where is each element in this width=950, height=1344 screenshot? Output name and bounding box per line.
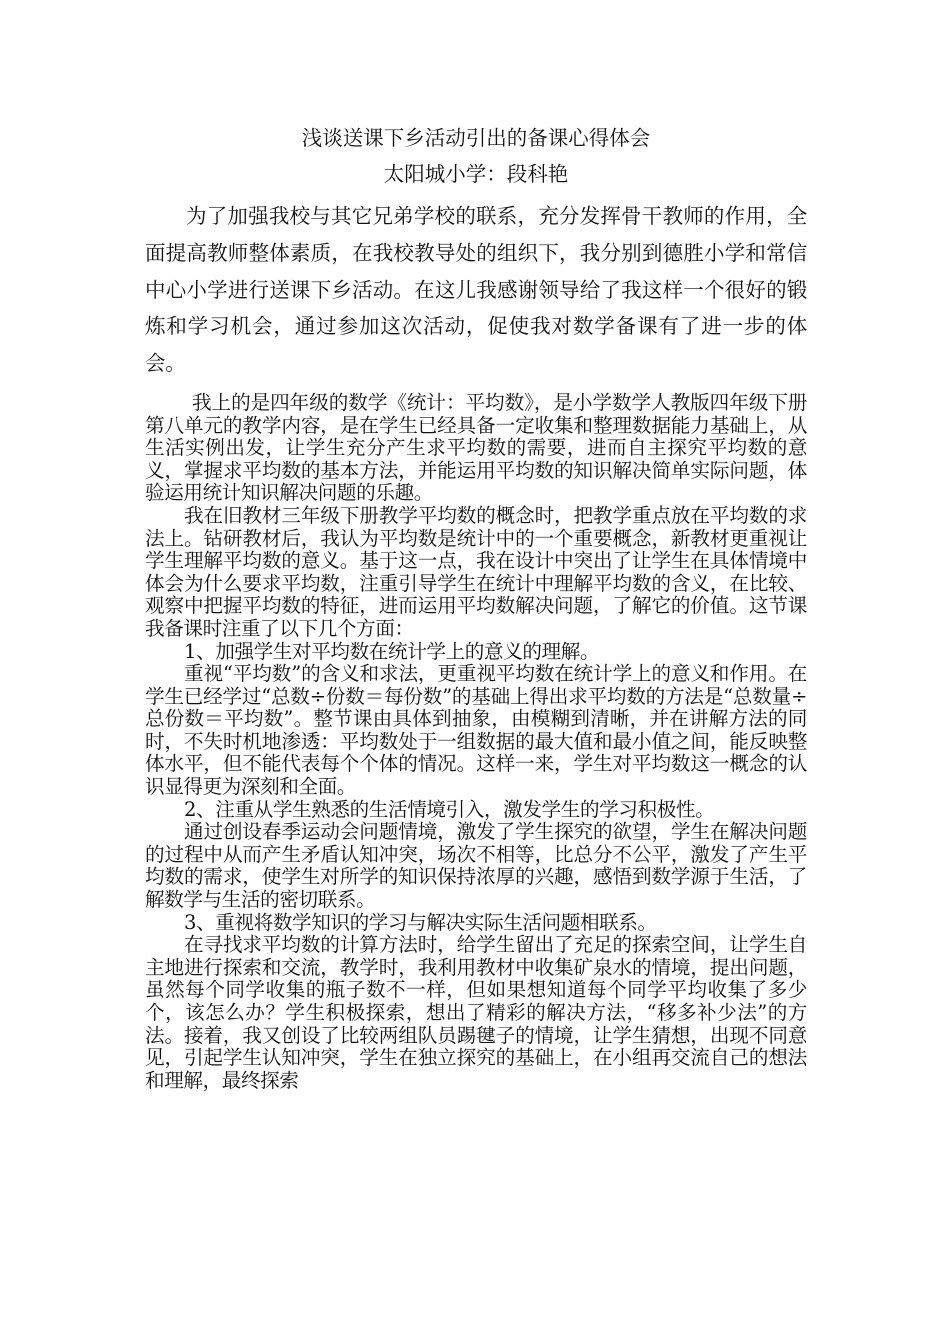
intro-paragraph: 为了加强我校与其它兄弟学校的联系，充分发挥骨干教师的作用，全面提高教师整体素质，在我校教导处的组织下，我分别到德胜小学和常信中心小学进行送课下乡活动。在这儿我感谢领导给了我这样一个很好的锻炼和学习机会，通过参加这次活动，促使我对数学备课有了进一步的体会。: [145, 204, 807, 376]
body-paragraph: 重视“平均数”的含义和求法，更重视平均数在统计学上的意义和作用。在学生已经学过“总数÷份数＝每份数”的基础上得出求平均数的方法是“总数量÷总份数＝平均数”。整节课由具体到抽象，由模糊到清晰，并在讲解方法的同时，不失时机地渗透：平均数处于一组数据的最大值和最小值之间，能反映整体水平，但不能代表每个个体的情况。这样一来，学生对平均数这一概念的认识显得更为深刻和全面。: [145, 662, 807, 799]
body-paragraph: 在寻找求平均数的计算方法时，给学生留出了充足的探索空间，让学生自主地进行探索和交流，教学时，我利用教材中收集矿泉水的情境，提出问题，虽然每个同学收集的瓶子数不一样，但如果想知道每个同学平均收集了多少个，该怎么办？学生积极探索，想出了精彩的解决方法，“移多补少法”的方法。接着，我又创设了比较两组队员踢毽子的情境，让学生猜想，出现不同意见，引起学生认知冲突，学生在独立探究的基础上，在小组再交流自己的想法和理解，最终探索: [145, 933, 807, 1092]
document-author: 太阳城小学：段科艳: [383, 162, 569, 186]
body-paragraph: 我上的是四年级的数学《统计：平均数》，是小学数学人教版四年级下册第八单元的教学内容，是在学生已经具备一定收集和整理数据能力基础上，从生活实例出发，让学生充分产生求平均数的需要，进而自主探究平均数的意义，掌握求平均数的基本方法，并能运用平均数的知识解决简单实际问题，体验运用统计知识解决问题的乐趣。: [145, 390, 807, 505]
body-paragraph: 通过创设春季运动会问题情境，激发了学生探究的欲望，学生在解决问题的过程中从而产生矛盾认知冲突，场次不相等，比总分不公平，激发了产生平均数的需求，使学生对所学的知识保持浓厚的兴趣，感悟到数学源于生活，了解数学与生活的密切联系。: [145, 820, 807, 912]
section-heading: 3、重视将数学知识的学习与解决实际生活问题相联系。: [184, 910, 657, 934]
section-heading: 2、注重从学生熟悉的生活情境引入，激发学生的学习积极性。: [184, 797, 715, 821]
document-page: [145, 120, 807, 1092]
document-title: 浅谈送课下乡活动引出的备课心得体会: [301, 126, 651, 150]
section-heading: 1、加强学生对平均数在统计学上的意义的理解。: [184, 639, 600, 663]
body-paragraph: 我在旧教材三年级下册教学平均数的概念时，把教学重点放在平均数的求法上。钻研教材后，我认为平均数是统计中的一个重要概念，新教材更重视让学生理解平均数的意义。基于这一点，我在设计中突出了让学生在具体情境中体会为什么要求平均数，注重引导学生在统计中理解平均数的含义，在比较、观察中把握平均数的特征，进而运用平均数解决问题，了解它的价值。这节课我备课时注重了以下几个方面：: [145, 503, 807, 640]
